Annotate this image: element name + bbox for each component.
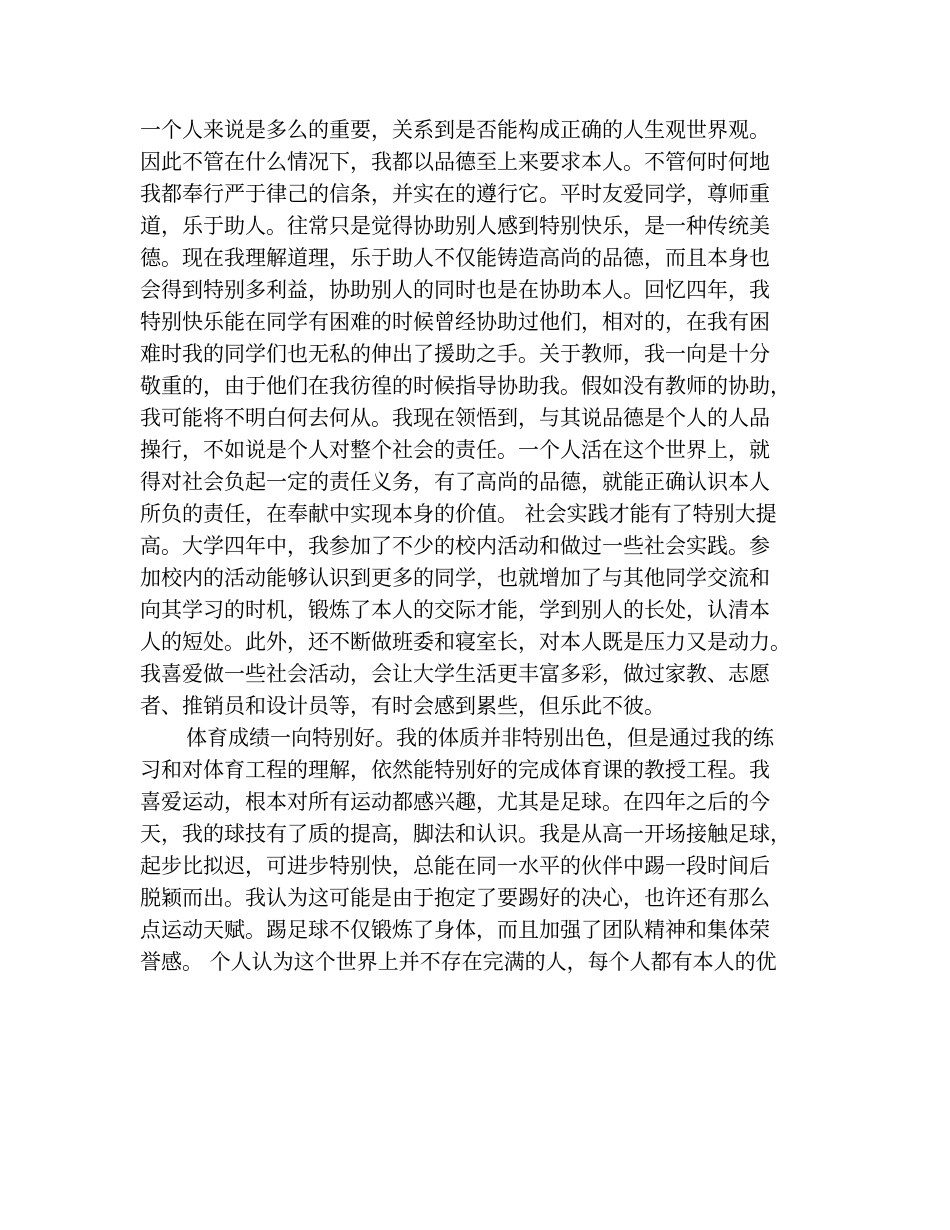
text-line: 我都奉行严于律己的信条，并实在的遵行它。平时友爱同学，尊师重 — [140, 182, 770, 206]
text-line: 特别快乐能在同学有困难的时候曾经协助过他们，相对的，在我有困 — [140, 310, 770, 334]
paragraph-2 — [140, 722, 810, 978]
body-text — [140, 114, 810, 978]
text-line: 敬重的，由于他们在我彷徨的时候指导协助我。假如没有教师的协助， — [140, 374, 791, 398]
text-line: 难时我的同学们也无私的伸出了援助之手。关于教师，我一向是十分 — [140, 342, 770, 366]
text-line: 我可能将不明白何去何从。我现在领悟到，与其说品德是个人的人品 — [140, 406, 770, 430]
text-line: 高。大学四年中，我参加了不少的校内活动和做过一些社会实践。参 — [140, 534, 770, 558]
text-line: 体育成绩一向特别好。我的体质并非特别出色，但是通过我的练 — [186, 726, 774, 750]
text-line: 操行，不如说是个人对整个社会的责任。一个人活在这个世界上，就 — [140, 438, 770, 462]
text-line: 我喜爱做一些社会活动，会让大学生活更丰富多彩，做过家教、志愿 — [140, 662, 770, 686]
text-line: 起步比拟迟，可进步特别快，总能在同一水平的伙伴中踢一段时间后 — [140, 854, 770, 878]
text-line: 者、推销员和设计员等，有时会感到累些，但乐此不彼。 — [140, 694, 665, 718]
text-line: 人的短处。此外，还不断做班委和寝室长，对本人既是压力又是动力。 — [140, 630, 791, 654]
text-line: 点运动天赋。踢足球不仅锻炼了身体，而且加强了团队精神和集体荣 — [140, 918, 770, 942]
text-line: 一个人来说是多么的重要，关系到是否能构成正确的人生观世界观。 — [140, 118, 770, 142]
text-line: 喜爱运动，根本对所有运动都感兴趣，尤其是足球。在四年之后的今 — [140, 790, 770, 814]
text-line: 誉感。 个人认为这个世界上并不存在完满的人，每个人都有本人的优 — [140, 950, 777, 974]
text-line: 德。现在我理解道理，乐于助人不仅能铸造高尚的品德，而且本身也 — [140, 246, 770, 270]
text-line: 因此不管在什么情况下，我都以品德至上来要求本人。不管何时何地 — [140, 150, 770, 174]
text-line: 加校内的活动能够认识到更多的同学，也就增加了与其他同学交流和 — [140, 566, 770, 590]
text-line: 天，我的球技有了质的提高，脚法和认识。我是从高一开场接触足球， — [140, 822, 791, 846]
text-line: 向其学习的时机，锻炼了本人的交际才能，学到别人的长处，认清本 — [140, 598, 770, 622]
text-line: 道，乐于助人。往常只是觉得协助别人感到特别快乐，是一种传统美 — [140, 214, 770, 238]
paragraph-1 — [140, 114, 810, 722]
text-line: 会得到特别多利益，协助别人的同时也是在协助本人。回忆四年，我 — [140, 278, 770, 302]
text-line: 得对社会负起一定的责任义务，有了高尚的品德，就能正确认识本人 — [140, 470, 770, 494]
text-line: 习和对体育工程的理解，依然能特别好的完成体育课的教授工程。我 — [140, 758, 770, 782]
text-line: 所负的责任，在奉献中实现本身的价值。 社会实践才能有了特别大提 — [140, 502, 777, 526]
text-line: 脱颖而出。我认为这可能是由于抱定了要踢好的决心，也许还有那么 — [140, 886, 770, 910]
